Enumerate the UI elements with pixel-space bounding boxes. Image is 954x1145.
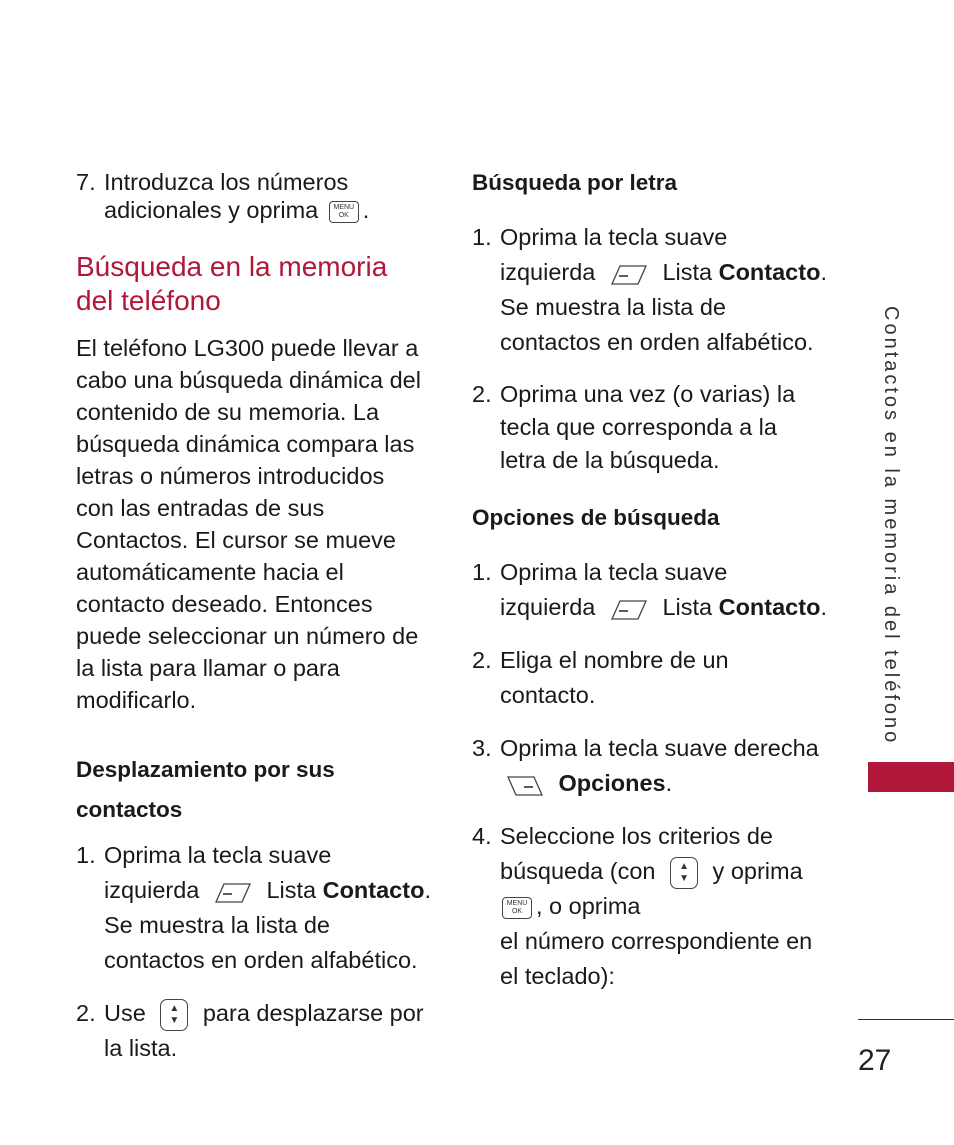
step-7: 7. Introduzca los números adicionales y oprima MENU OK . bbox=[76, 169, 370, 223]
right-options-step-4: 4. Seleccione los criterios de búsqueda (con ▲ ▼ y oprima MENU OK , o oprima el número correspondiente en el teclado): bbox=[472, 823, 813, 989]
subheading-search-options: Opciones de búsqueda bbox=[472, 505, 720, 530]
subheading-letter-search: Búsqueda por letra bbox=[472, 170, 678, 195]
up-down-nav-key-icon: ▲ ▼ bbox=[670, 857, 698, 889]
left-step-1: 1. Oprima la tecla suave izquierda Lista Contacto. Se muestra la lista de contactos en orden alfabético. bbox=[76, 842, 431, 973]
left-soft-key-icon bbox=[214, 880, 252, 904]
left-step-2: 2. Use ▲ ▼ para desplazarse por la lista. bbox=[76, 1000, 424, 1061]
left-soft-key-icon bbox=[610, 597, 648, 621]
left-soft-key-icon bbox=[610, 262, 648, 286]
right-options-step-1: 1. Oprima la tecla suave izquierda Lista Contacto. bbox=[472, 559, 827, 620]
menu-ok-key-icon: MENU OK bbox=[502, 897, 532, 919]
page-number: 27 bbox=[858, 1044, 892, 1077]
right-options-step-3: 3. Oprima la tecla suave derecha Opciones. bbox=[472, 735, 819, 796]
menu-ok-key-icon: MENU OK bbox=[329, 201, 359, 223]
page-number-rule bbox=[858, 1019, 954, 1020]
right-letter-step-1: 1. Oprima la tecla suave izquierda Lista Contacto. Se muestra la lista de contactos en orden alfabético. bbox=[472, 224, 827, 355]
left-column bbox=[76, 168, 436, 1084]
up-down-nav-key-icon: ▲ ▼ bbox=[160, 999, 188, 1031]
subheading-scroll: Desplazamiento por sus contactos bbox=[76, 757, 335, 822]
right-column bbox=[472, 168, 832, 1012]
side-chapter-title: Contactos en la memoria del teléfono bbox=[880, 306, 902, 746]
section-heading: Búsqueda en la memoria del teléfono bbox=[76, 251, 388, 316]
right-options-step-2: 2. Eliga el nombre de un contacto. bbox=[472, 647, 729, 708]
right-soft-key-icon bbox=[506, 773, 544, 797]
chapter-tab-marker bbox=[868, 762, 954, 792]
right-letter-step-2: 2. Oprima una vez (o varias) la tecla que corresponda a la letra de la búsqueda. bbox=[472, 381, 796, 473]
intro-paragraph: El teléfono LG300 puede llevar a cabo una búsqueda dinámica del contenido de su memoria. La búsqueda dinámica compara las letras o números introducidos con las entradas de sus Contactos. El cursor se mueve automáticamente hacia el contacto deseado. Entonces puede seleccionar un número de la lista para llamar o para modificarlo. bbox=[76, 335, 421, 713]
